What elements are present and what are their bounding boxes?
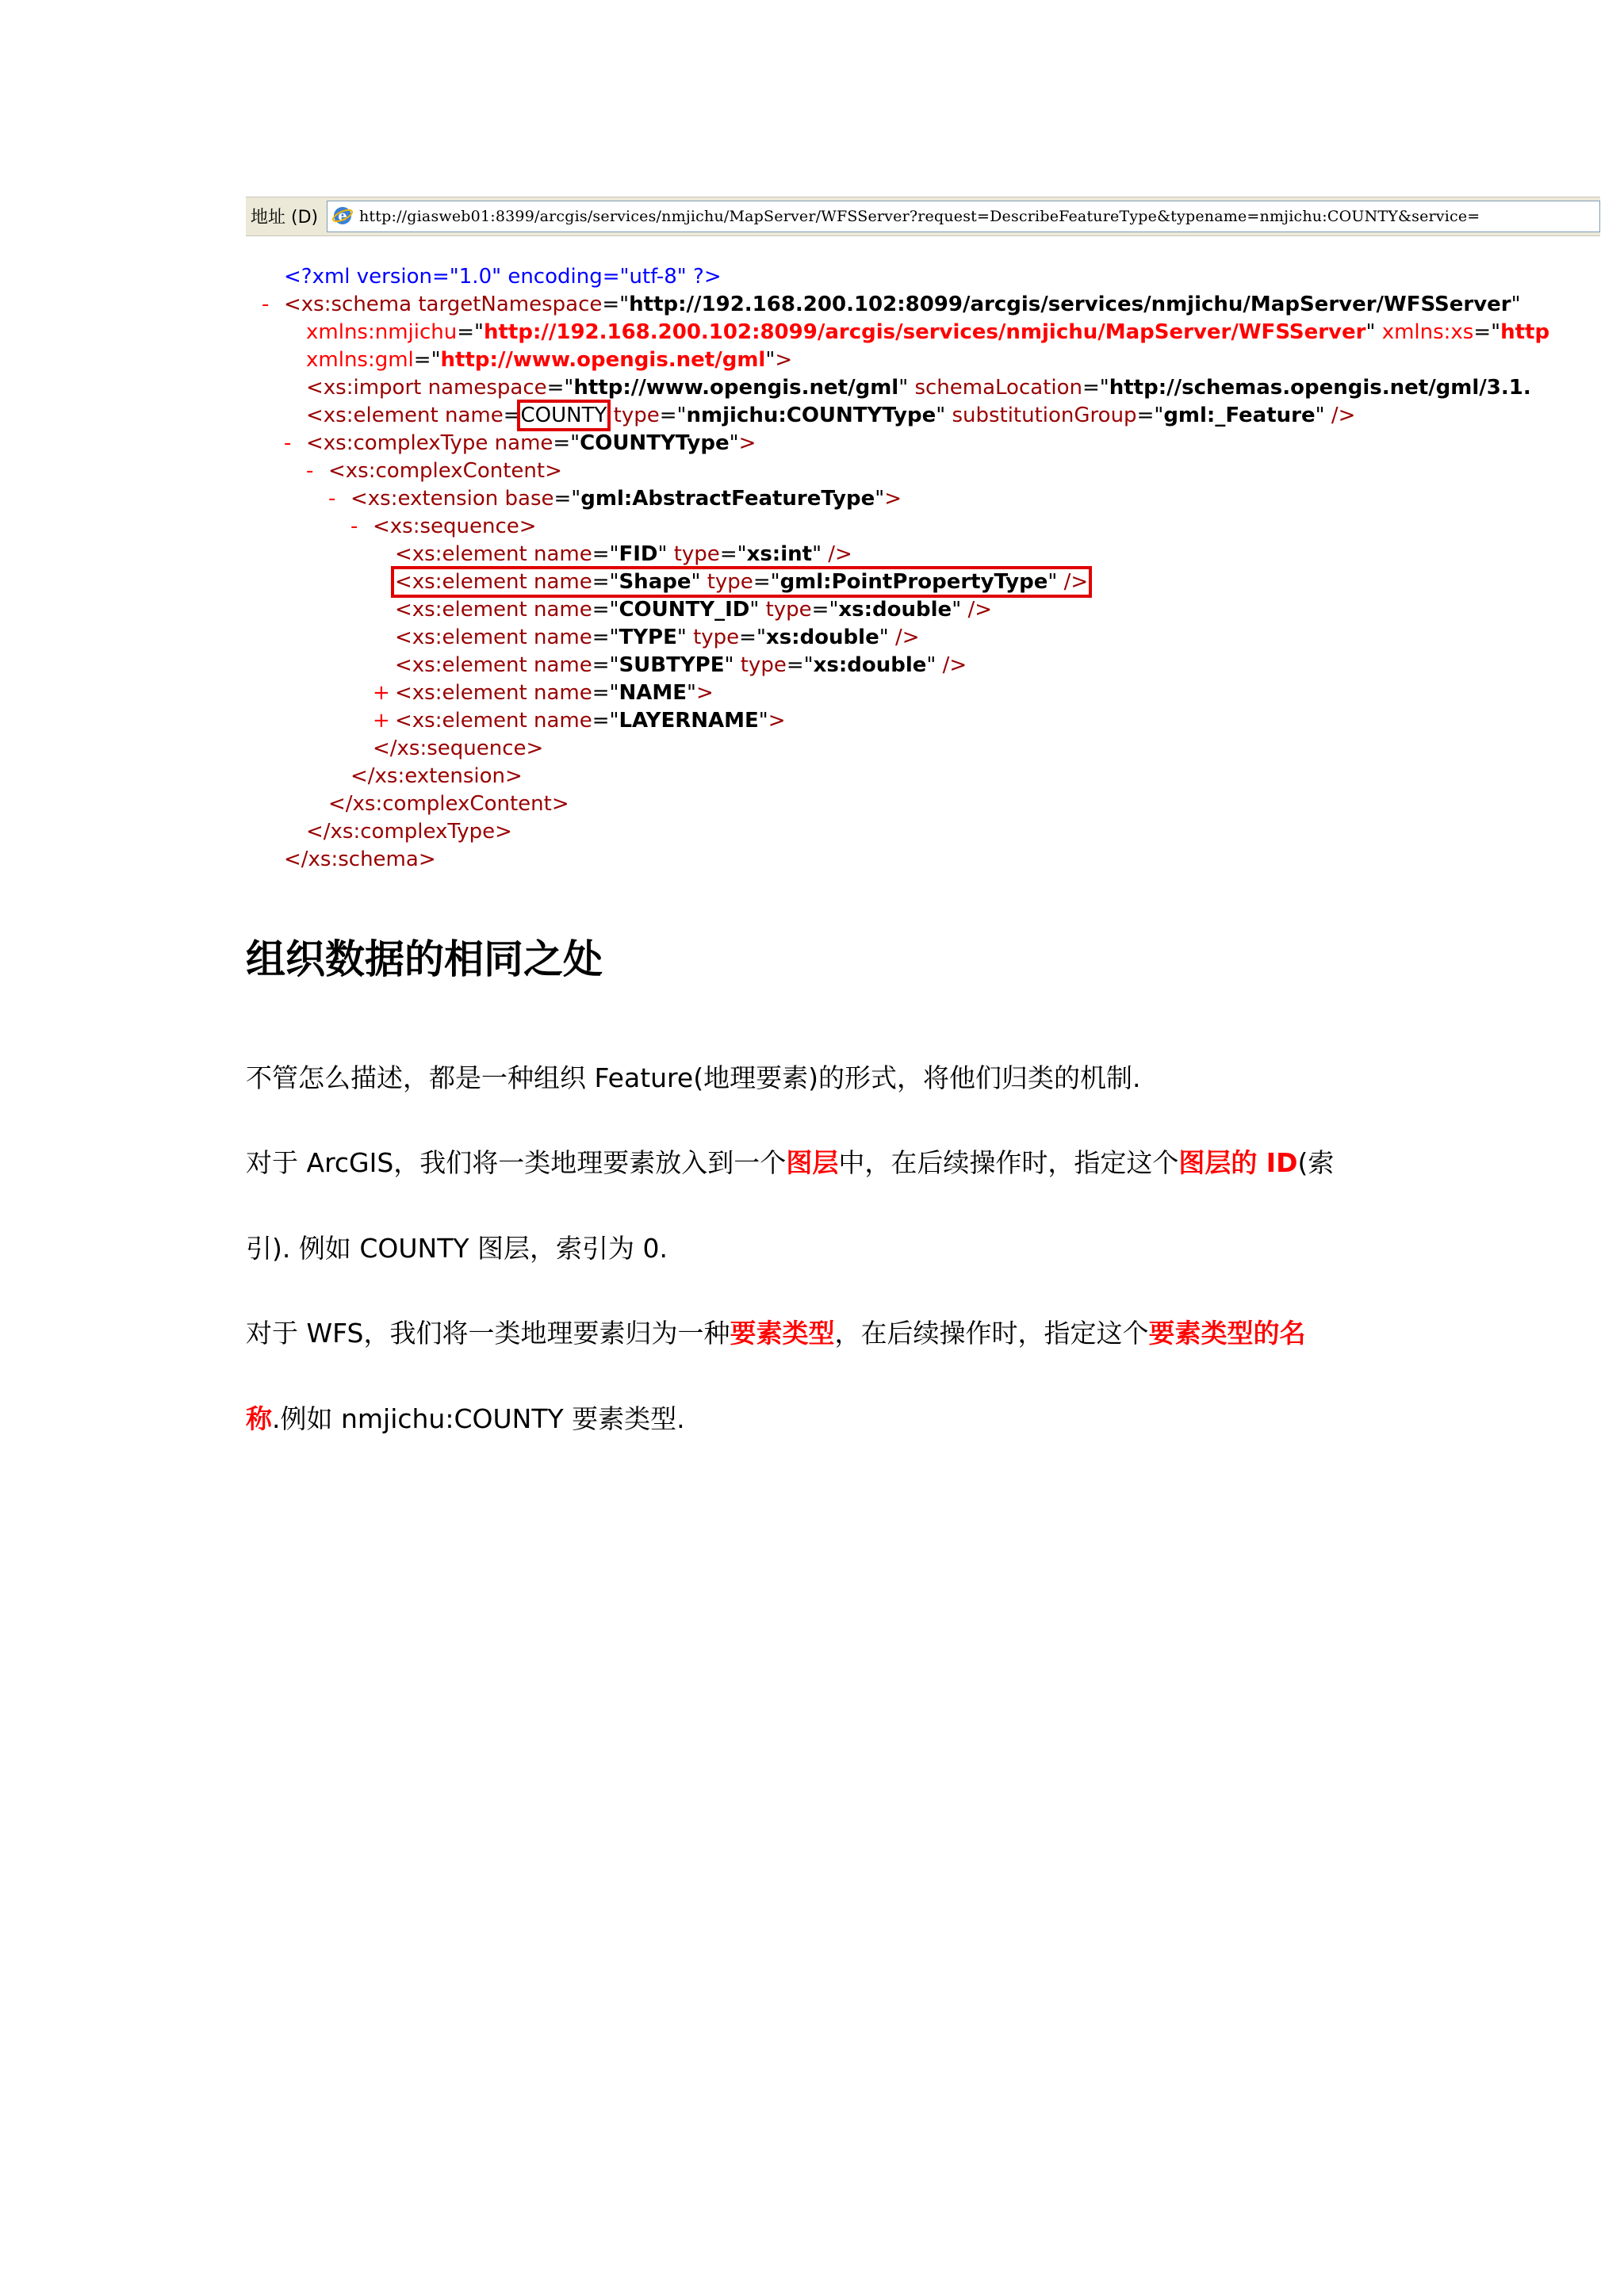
xmlns-gml-line: xmlns:gml="http://www.opengis.net/gml"> — [306, 348, 793, 372]
attr-name: name — [533, 653, 592, 677]
extension-open-line: - <xs:extension base="gml:AbstractFeatureType"> — [262, 485, 1610, 513]
field-type: xs:int — [746, 542, 813, 566]
attr-name: type — [673, 542, 720, 566]
attr-value: http://192.168.200.102:8099/arcgis/services/nmjichu/MapServer/WFSServer — [629, 293, 1511, 316]
attr-value: http — [1500, 320, 1550, 344]
field-type: gml:PointPropertyType — [779, 570, 1048, 594]
field-name: Shape — [619, 570, 691, 594]
attr-name: schemaLocation — [914, 376, 1082, 400]
highlight-text: 要素类型 — [730, 1318, 835, 1349]
attr-value: http://192.168.200.102:8099/arcgis/services/nmjichu/MapServer/WFSServer — [483, 320, 1366, 344]
attr-name: substitutionGroup — [952, 404, 1137, 427]
schema-close-line: </xs:schema> — [284, 848, 436, 871]
highlight-text: 要素类型的名 — [1148, 1318, 1306, 1349]
paragraph-5 — [246, 1399, 1388, 1436]
field-name: COUNTY_ID — [619, 598, 750, 622]
attr-name: base — [504, 487, 554, 511]
attr-value: http://schemas.opengis.net/gml/3.1. — [1109, 376, 1531, 400]
text-run: 对于 ArcGIS，我们将一类地理要素放入到一个 — [246, 1147, 787, 1178]
address-input[interactable] — [327, 201, 1600, 232]
attr-value: COUNTYType — [580, 431, 730, 455]
internet-explorer-icon — [332, 205, 353, 226]
address-url: http://giasweb01:8399/arcgis/services/nmjichu/MapServer/WFSServer?request=DescribeFeatureType&typename=nmjichu:COUNTY&service= — [359, 208, 1480, 225]
text-run: (索 — [1297, 1147, 1335, 1178]
xmlns-line: xmlns:nmjichu="http://192.168.200.102:8099/arcgis/services/nmjichu/MapServer/WFSServer" xmlns:xs="http — [306, 320, 1550, 344]
field-element-line: <xs:element name="FID" type="xs:int" /> — [395, 542, 852, 566]
xml-declaration: <?xml version="1.0" encoding="utf-8" ?> — [284, 265, 722, 289]
tag-name: xs:extension — [367, 487, 499, 511]
expand-toggle[interactable]: + — [373, 681, 390, 705]
tag-name: xs:complexContent — [345, 459, 546, 483]
xml-tree-view — [262, 263, 1610, 874]
complexcontent-open-line: - <xs:complexContent> — [262, 457, 1610, 485]
svg-text:e: e — [338, 208, 347, 224]
attr-name: name — [533, 626, 592, 649]
highlight-text: 图层的 ID — [1178, 1147, 1298, 1178]
attr-name: xmlns:gml — [306, 348, 414, 372]
sequence-open-line: - <xs:sequence> — [262, 513, 1610, 541]
paragraph-4 — [246, 1313, 1388, 1350]
tag-name: xs:extension — [374, 764, 505, 788]
attr-value: gml:_Feature — [1163, 404, 1316, 427]
paragraph-3: 引). 例如 COUNTY 图层，索引为 0. — [246, 1233, 668, 1264]
field-name: SUBTYPE — [619, 653, 725, 677]
field-element-line: <xs:element name="COUNTY_ID" type="xs:double" /> — [395, 598, 992, 622]
complextype-open-line: - <xs:complexType name="COUNTYType"> — [262, 430, 1610, 457]
field-type: xs:double — [765, 626, 879, 649]
tag-name: xs:element — [412, 653, 527, 677]
attr-value: http://www.opengis.net/gml — [573, 376, 899, 400]
tag-name: xs:element — [412, 542, 527, 566]
paragraph-2 — [246, 1142, 1388, 1180]
schema-open-line: - <xs:schema targetNamespace="http://192.168.200.102:8099/arcgis/services/nmjichu/MapServer/WFSServer" — [262, 291, 1610, 319]
highlight-shape-element: <xs:element name="Shape" type="gml:PointPropertyType" /> — [395, 570, 1089, 594]
attr-name: name — [533, 681, 592, 705]
xml-declaration-line — [262, 263, 1610, 291]
attr-name: type — [707, 570, 753, 594]
tag-name: xs:schema — [301, 293, 412, 316]
highlight-county-name: COUNTY — [520, 404, 607, 427]
tag-name: xs:element — [412, 570, 527, 594]
paragraph-1: 不管怎么描述，都是一种组织 Feature(地理要素)的形式，将他们归类的机制. — [246, 1062, 1141, 1093]
tag-name: xs:sequence — [389, 515, 519, 538]
attr-name: name — [444, 404, 504, 427]
tag-name: xs:complexType — [323, 431, 488, 455]
field-type: xs:double — [838, 598, 952, 622]
attr-name: type — [613, 404, 660, 427]
collapse-toggle[interactable]: - — [284, 431, 292, 455]
field-name: TYPE — [619, 626, 677, 649]
tag-name: xs:sequence — [396, 737, 527, 760]
field-type: xs:double — [813, 653, 927, 677]
collapsed-element-line: + <xs:element name="NAME"> — [262, 679, 1610, 707]
complexcontent-close-line: </xs:complexContent> — [328, 792, 569, 816]
attr-name: xmlns:nmjichu — [306, 320, 458, 344]
address-label: 地址 (D) — [251, 208, 319, 228]
attr-name: name — [533, 542, 592, 566]
field-name: LAYERNAME — [619, 709, 759, 733]
attr-name: type — [693, 626, 740, 649]
import-line: <xs:import namespace="http://www.opengis.net/gml" schemaLocation="http://schemas.opengis.net/gml/3.1. — [306, 376, 1531, 400]
tag-name: xs:import — [323, 376, 422, 400]
highlight-text: 图层 — [786, 1147, 839, 1178]
tag-name: xs:element — [412, 598, 527, 622]
attr-name: name — [533, 570, 592, 594]
text-run: 中，在后续操作时，指定这个 — [838, 1147, 1179, 1178]
highlight-text: 称 — [246, 1403, 272, 1434]
collapsed-element-line: + <xs:element name="LAYERNAME"> — [262, 707, 1610, 735]
attr-value: nmjichu:COUNTYType — [686, 404, 936, 427]
collapse-toggle[interactable]: - — [306, 459, 314, 483]
tag-name: xs:complexType — [330, 820, 496, 844]
text-run: 对于 WFS，我们将一类地理要素归为一种 — [246, 1318, 730, 1349]
section-heading: 组织数据的相同之处 — [246, 936, 603, 982]
element-county-line: <xs:element name=COUNTY type="nmjichu:COUNTYType" substitutionGroup="gml:_Feature" /> — [306, 404, 1356, 427]
attr-name: type — [765, 598, 812, 622]
attr-value: gml:AbstractFeatureType — [580, 487, 875, 511]
attr-name: type — [740, 653, 787, 677]
extension-close-line: </xs:extension> — [350, 764, 523, 788]
text-run: .例如 nmjichu:COUNTY 要素类型. — [272, 1403, 685, 1434]
tag-name: xs:element — [412, 626, 527, 649]
tag-name: xs:complexContent — [352, 792, 552, 816]
field-name: NAME — [619, 681, 687, 705]
tag-name: xs:element — [412, 709, 527, 733]
tag-name: xs:element — [323, 404, 439, 427]
tag-name: xs:schema — [308, 848, 419, 871]
address-bar — [246, 197, 1600, 236]
attr-name: name — [533, 598, 592, 622]
field-name: FID — [619, 542, 658, 566]
attr-name: namespace — [427, 376, 547, 400]
attr-name: targetNamespace — [418, 293, 603, 316]
field-element-line: <xs:element name="SUBTYPE" type="xs:double" /> — [395, 653, 967, 677]
text-run: ，在后续操作时，指定这个 — [834, 1318, 1149, 1349]
attr-name: name — [533, 709, 592, 733]
tag-name: xs:element — [412, 681, 527, 705]
collapse-toggle[interactable]: - — [262, 293, 270, 316]
complextype-close-line: </xs:complexType> — [306, 820, 512, 844]
sequence-close-line: </xs:sequence> — [373, 737, 544, 760]
attr-name: xmlns:xs — [1381, 320, 1474, 344]
collapse-toggle[interactable]: - — [350, 515, 358, 538]
attr-name: name — [494, 431, 553, 455]
expand-toggle[interactable]: + — [373, 709, 390, 733]
attr-value: http://www.opengis.net/gml — [440, 348, 766, 372]
collapse-toggle[interactable]: - — [328, 487, 336, 511]
field-element-line — [262, 568, 1610, 596]
field-element-line: <xs:element name="TYPE" type="xs:double" /> — [395, 626, 920, 649]
